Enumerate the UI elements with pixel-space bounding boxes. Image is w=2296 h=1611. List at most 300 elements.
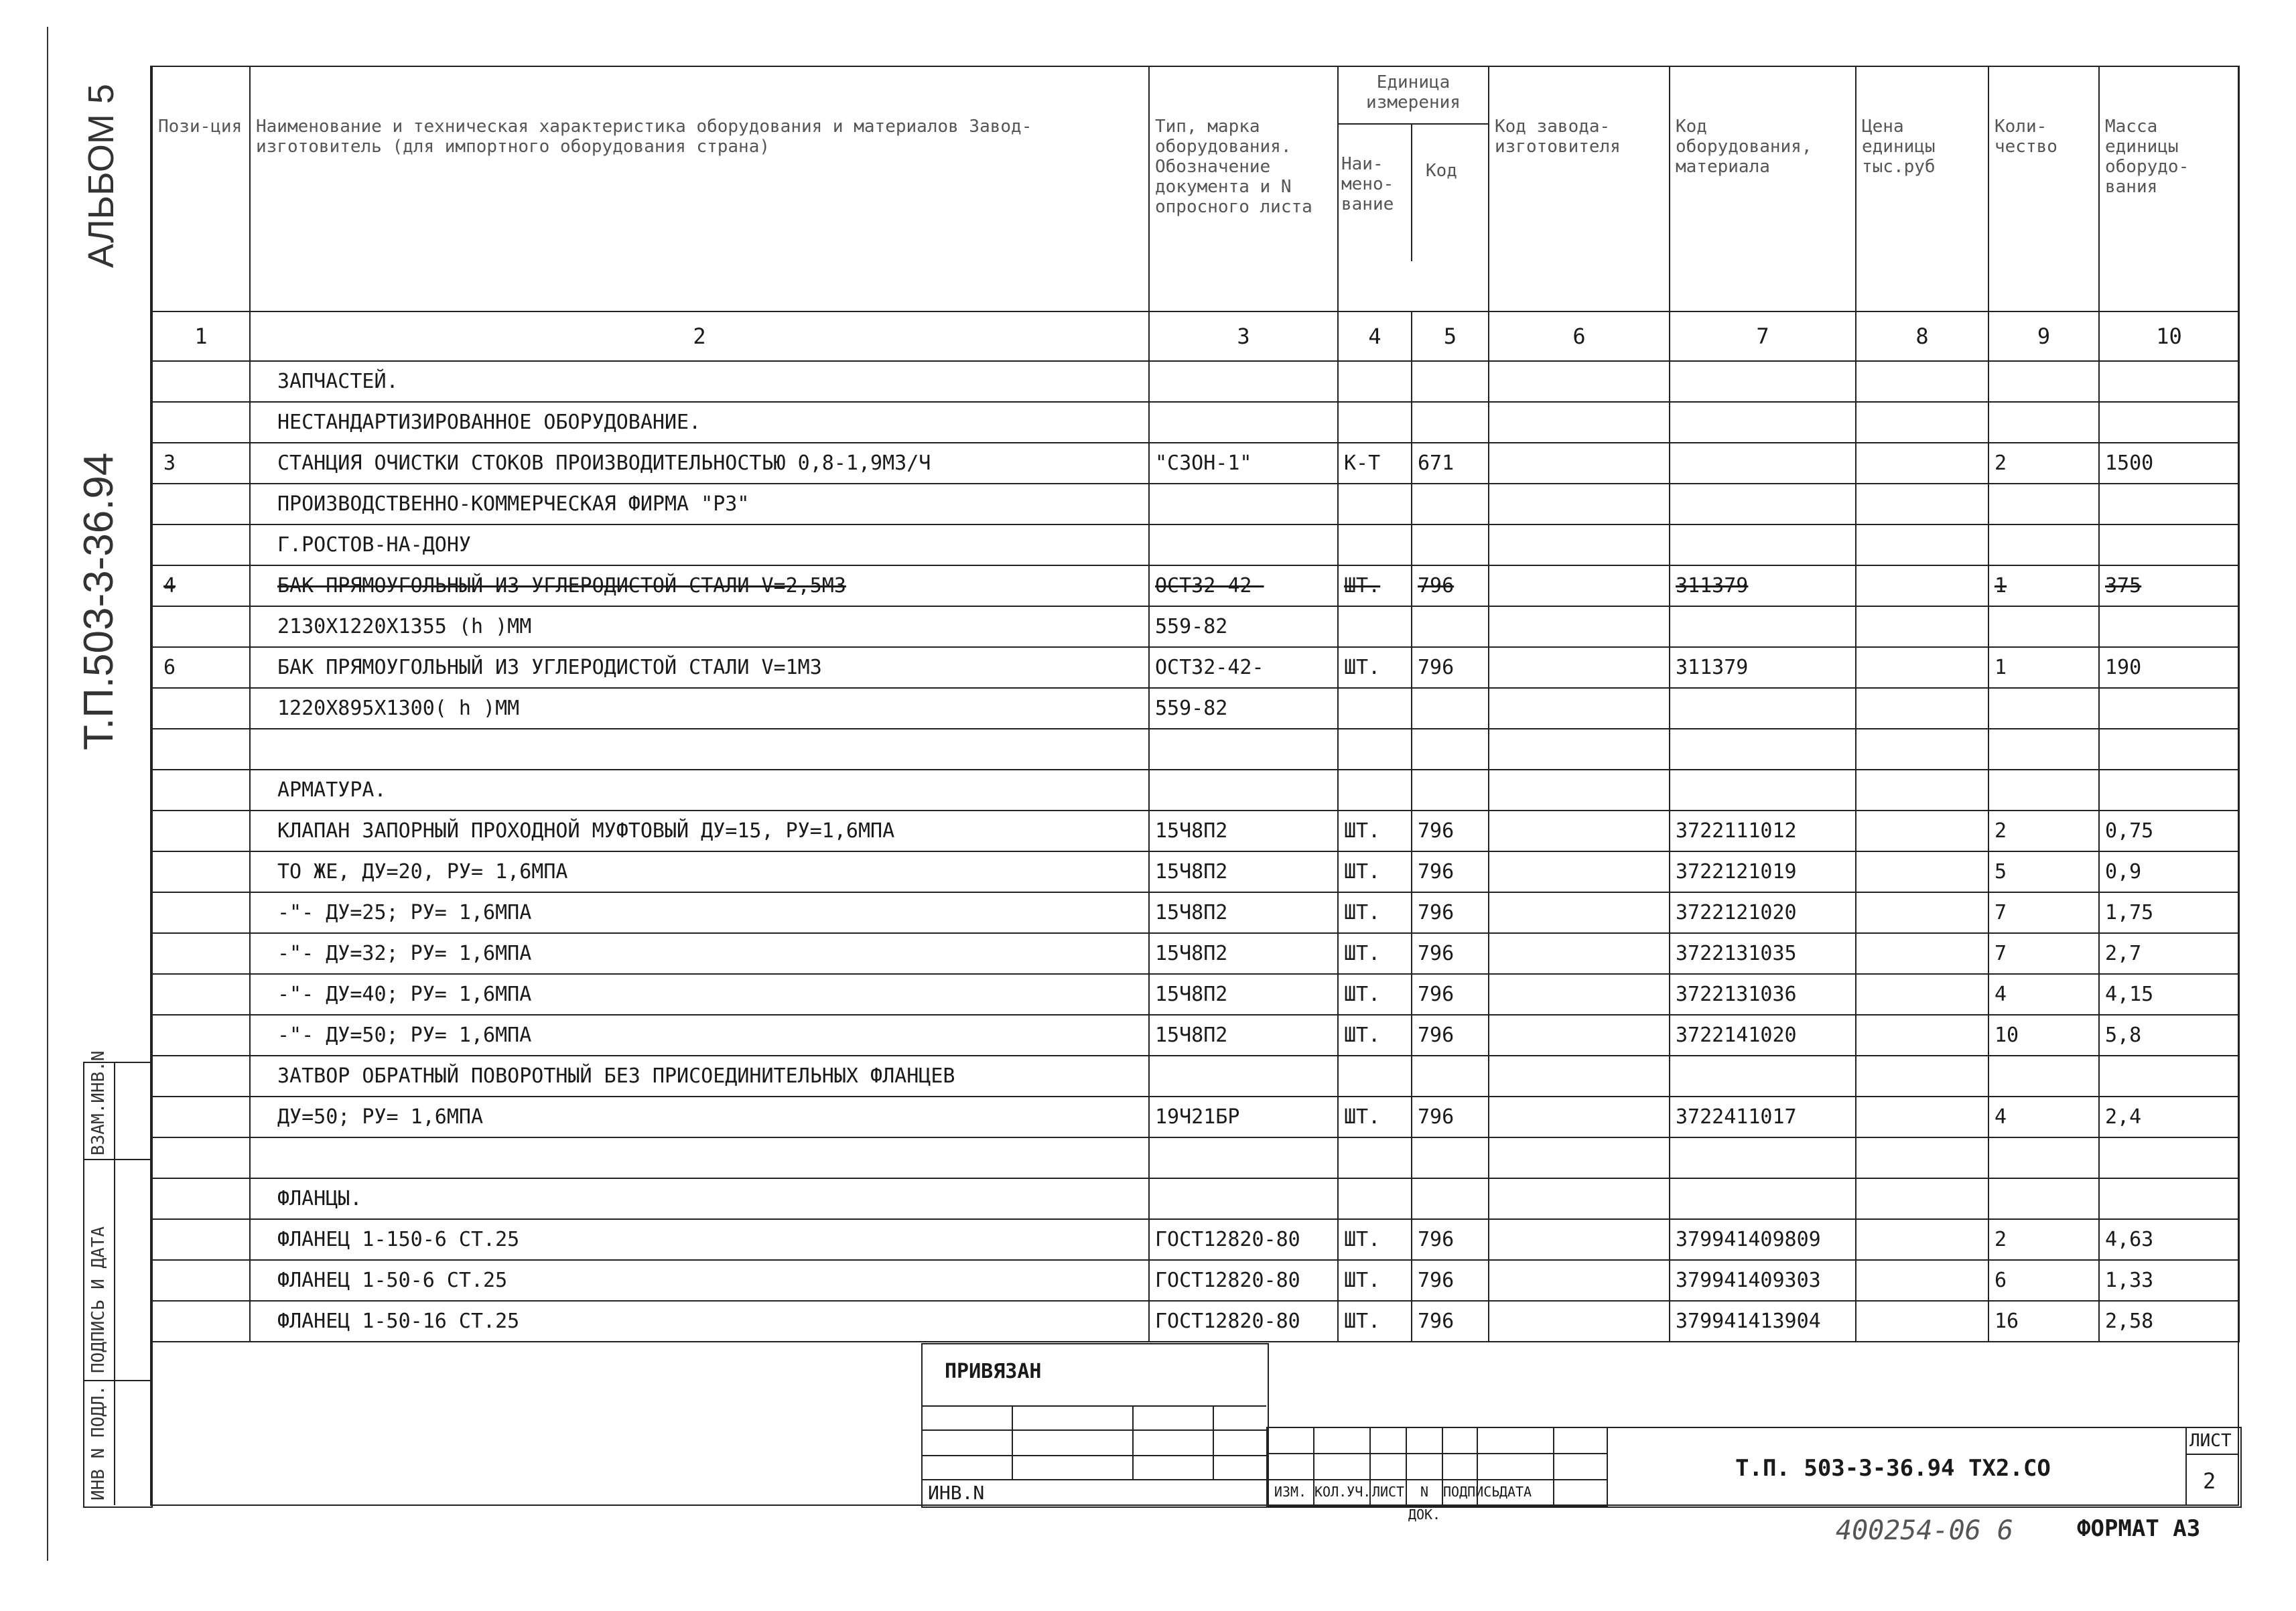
cell-code: [1412, 770, 1489, 811]
cell-mass: 1,75: [2099, 892, 2239, 933]
cell-type: [1149, 770, 1338, 811]
table-row: [152, 1056, 2239, 1097]
revision-cell: [1406, 1453, 1443, 1480]
cell-code: [1412, 1178, 1489, 1219]
cell-mass: [2099, 606, 2239, 647]
cell-unit: ШТ.: [1338, 647, 1412, 688]
revision-label-cell: ПОДПИСЬ: [1442, 1479, 1478, 1507]
cell-qty: 5: [1988, 851, 2099, 892]
cell-code6: [1489, 811, 1670, 851]
cell-unit: К-Т: [1338, 443, 1412, 484]
cell-type: ГОСТ12820-80: [1149, 1260, 1338, 1301]
cell-pos: [152, 729, 250, 770]
cell-code: 796: [1412, 851, 1489, 892]
cell-pos: [152, 1097, 250, 1137]
stamp-label-inv: ИНВ N ПОДЛ.: [88, 1385, 109, 1500]
cell-code7: [1670, 1178, 1856, 1219]
cell-code: [1412, 361, 1489, 402]
cell-code6: [1489, 1056, 1670, 1097]
table-row: [152, 565, 2239, 606]
cell-price: [1856, 606, 1988, 647]
cell-pos: [152, 770, 250, 811]
table-row: [152, 1301, 2239, 1342]
cell-code7: [1670, 443, 1856, 484]
cell-name: ТО ЖЕ, ДУ=20, РУ= 1,6МПА: [250, 851, 1149, 892]
cell-mass: 2,4: [2099, 1097, 2239, 1137]
revision-label-cell: ЛИСТ: [1369, 1479, 1407, 1507]
cell-code: [1412, 524, 1489, 565]
table-row: [152, 606, 2239, 647]
cell-type: 15Ч8П2: [1149, 933, 1338, 974]
cell-code6: [1489, 1260, 1670, 1301]
revision-cell: [1266, 1427, 1314, 1454]
cell-code: [1412, 1056, 1489, 1097]
cell-qty: [1988, 729, 2099, 770]
header-unit-code: Код: [1426, 161, 1457, 181]
cell-mass: 190: [2099, 647, 2239, 688]
cell-code: 796: [1412, 974, 1489, 1015]
table-row: [152, 729, 2239, 770]
header-unit-title: Единица измерения: [1366, 72, 1461, 113]
col-number: 6: [1489, 311, 1670, 361]
cell-mass: 375: [2099, 565, 2239, 606]
cell-pos: [152, 933, 250, 974]
cell-type: 559-82: [1149, 606, 1338, 647]
frame-right: [2238, 66, 2239, 1506]
cell-qty: 4: [1988, 1097, 2099, 1137]
cell-mass: [2099, 484, 2239, 524]
cell-price: [1856, 402, 1988, 443]
left-stamp-col-divider: [114, 1062, 115, 1505]
specification-table: [151, 66, 2240, 1342]
cell-price: [1856, 1178, 1988, 1219]
privyazan-grid-v3: [1213, 1405, 1214, 1479]
cell-unit: ШТ.: [1338, 811, 1412, 851]
cell-code7: [1670, 1056, 1856, 1097]
table-row: [152, 933, 2239, 974]
cell-name: НЕСТАНДАРТИЗИРОВАННОЕ ОБОРУДОВАНИЕ.: [250, 402, 1149, 443]
table-row: [152, 1137, 2239, 1178]
revision-label-cell: N ДОК.: [1406, 1479, 1443, 1507]
cell-pos: [152, 811, 250, 851]
cell-mass: 1500: [2099, 443, 2239, 484]
revision-label-cell: ДАТА: [1477, 1479, 1554, 1507]
col-number: 4: [1338, 311, 1412, 361]
cell-price: [1856, 565, 1988, 606]
header-type: Тип, марка оборудования. Обозначение документа и N опросного листа: [1149, 66, 1338, 311]
header-unit-group: [1338, 66, 1489, 311]
cell-code7: 3722131035: [1670, 933, 1856, 974]
cell-code6: [1489, 892, 1670, 933]
header-price: Цена единицы тыс.руб: [1856, 66, 1988, 311]
cell-mass: [2099, 770, 2239, 811]
cell-pos: [152, 892, 250, 933]
header-unit-divider: [1339, 123, 1488, 125]
cell-code7: 3722111012: [1670, 811, 1856, 851]
cell-qty: [1988, 606, 2099, 647]
frame-left: [150, 66, 151, 1506]
table-row: [152, 688, 2239, 729]
cell-name: 1220Х895Х1300( h )ММ: [250, 688, 1149, 729]
cell-qty: 6: [1988, 1260, 2099, 1301]
cell-unit: ШТ.: [1338, 565, 1412, 606]
cell-code6: [1489, 565, 1670, 606]
cell-qty: [1988, 688, 2099, 729]
cell-unit: ШТ.: [1338, 1301, 1412, 1342]
cell-code: [1412, 606, 1489, 647]
cell-unit: ШТ.: [1338, 1219, 1412, 1260]
sheet-col-divider: [2185, 1427, 2187, 1505]
cell-mass: [2099, 1137, 2239, 1178]
cell-code6: [1489, 361, 1670, 402]
table-row: [152, 851, 2239, 892]
cell-qty: 10: [1988, 1015, 2099, 1056]
table-row: [152, 1219, 2239, 1260]
format-label: ФОРМАТ АЗ: [2077, 1515, 2201, 1542]
cell-code6: [1489, 770, 1670, 811]
cell-pos: [152, 1260, 250, 1301]
cell-qty: 7: [1988, 892, 2099, 933]
cell-name: СТАНЦИЯ ОЧИСТКИ СТОКОВ ПРОИЗВОДИТЕЛЬНОСТЬЮ 0,8-1,9М3/Ч: [250, 443, 1149, 484]
privyazan-label: ПРИВЯЗАН: [945, 1360, 1042, 1383]
cell-price: [1856, 484, 1988, 524]
cell-name: ФЛАНЕЦ 1-50-6 СТ.25: [250, 1260, 1149, 1301]
cell-code6: [1489, 688, 1670, 729]
unit-wrapper: [1339, 67, 1488, 311]
col-number: 3: [1149, 311, 1338, 361]
cell-mass: [2099, 1056, 2239, 1097]
cell-price: [1856, 1219, 1988, 1260]
cell-unit: [1338, 770, 1412, 811]
cell-type: 15Ч8П2: [1149, 974, 1338, 1015]
cell-code: [1412, 402, 1489, 443]
cell-unit: ШТ.: [1338, 974, 1412, 1015]
cell-name: КЛАПАН ЗАПОРНЫЙ ПРОХОДНОЙ МУФТОВЫЙ ДУ=15, РУ=1,6МПА: [250, 811, 1149, 851]
cell-code7: [1670, 402, 1856, 443]
cell-qty: [1988, 1178, 2099, 1219]
cell-type: ОСТ32-42-: [1149, 647, 1338, 688]
cell-type: [1149, 402, 1338, 443]
cell-mass: 5,8: [2099, 1015, 2239, 1056]
cell-code6: [1489, 851, 1670, 892]
cell-type: [1149, 1137, 1338, 1178]
cell-pos: [152, 1178, 250, 1219]
cell-price: [1856, 524, 1988, 565]
doc-code-divider: [1607, 1427, 1608, 1505]
cell-price: [1856, 1056, 1988, 1097]
cell-mass: [2099, 361, 2239, 402]
cell-pos: [152, 688, 250, 729]
cell-mass: [2099, 1178, 2239, 1219]
privyazan-grid-h2: [921, 1429, 1266, 1431]
cell-name: -"- ДУ=32; РУ= 1,6МПА: [250, 933, 1149, 974]
cell-price: [1856, 811, 1988, 851]
cell-price: [1856, 892, 1988, 933]
revision-cell: [1266, 1453, 1314, 1480]
privyazan-grid-v1: [1012, 1405, 1013, 1479]
table-row: [152, 1015, 2239, 1056]
cell-code: 796: [1412, 811, 1489, 851]
cell-code: 796: [1412, 1219, 1489, 1260]
cell-pos: 3: [152, 443, 250, 484]
table-row: [152, 1097, 2239, 1137]
cell-pos: [152, 974, 250, 1015]
cell-pos: [152, 1219, 250, 1260]
col-number: 1: [152, 311, 250, 361]
table-body: [152, 361, 2239, 1342]
cell-unit: [1338, 606, 1412, 647]
left-stamp-divider-1: [83, 1159, 150, 1160]
cell-qty: 7: [1988, 933, 2099, 974]
album-label: АЛЬБОМ 5: [81, 84, 121, 268]
cell-code7: [1670, 524, 1856, 565]
header-position: Пози-ция: [152, 66, 250, 311]
cell-pos: [152, 1056, 250, 1097]
cell-pos: 4: [152, 565, 250, 606]
cell-price: [1856, 1301, 1988, 1342]
table-row: [152, 892, 2239, 933]
cell-type: "СЗОН-1": [1149, 443, 1338, 484]
cell-price: [1856, 1137, 1988, 1178]
cell-code7: [1670, 770, 1856, 811]
table-row: [152, 1178, 2239, 1219]
cell-price: [1856, 729, 1988, 770]
revision-cell: [1313, 1453, 1371, 1480]
cell-unit: [1338, 524, 1412, 565]
revision-cell: [1442, 1453, 1478, 1480]
cell-code: 796: [1412, 892, 1489, 933]
cell-type: ОСТ32-42-: [1149, 565, 1338, 606]
cell-unit: ШТ.: [1338, 851, 1412, 892]
stamp-label-replace: ВЗАМ.ИНВ.N: [88, 1050, 109, 1155]
cell-pos: [152, 1137, 250, 1178]
table-row: [152, 402, 2239, 443]
revision-cell: [1553, 1427, 1608, 1454]
cell-name: [250, 1137, 1149, 1178]
cell-code7: 379941409809: [1670, 1219, 1856, 1260]
cell-code7: 379941409303: [1670, 1260, 1856, 1301]
cell-type: 19Ч21БР: [1149, 1097, 1338, 1137]
cell-unit: [1338, 361, 1412, 402]
revision-cell: [1369, 1427, 1407, 1454]
header-equipment-code: Код оборудования, материала: [1670, 66, 1856, 311]
table-row: [152, 811, 2239, 851]
cell-name: ФЛАНЦЫ.: [250, 1178, 1149, 1219]
cell-code7: 3722121020: [1670, 892, 1856, 933]
col-number: 9: [1988, 311, 2099, 361]
col-number: 5: [1412, 311, 1489, 361]
privyazan-grid-h3: [921, 1455, 1266, 1456]
cell-code: 796: [1412, 933, 1489, 974]
cell-type: 15Ч8П2: [1149, 1015, 1338, 1056]
privyazan-grid-h1: [921, 1405, 1266, 1407]
cell-code: 796: [1412, 1260, 1489, 1301]
cell-code7: 311379: [1670, 647, 1856, 688]
cell-unit: [1338, 1056, 1412, 1097]
cell-code6: [1489, 402, 1670, 443]
cell-qty: 16: [1988, 1301, 2099, 1342]
cell-unit: ШТ.: [1338, 933, 1412, 974]
col-number: 2: [250, 311, 1149, 361]
table-row: [152, 524, 2239, 565]
cell-code6: [1489, 1015, 1670, 1056]
cell-unit: ШТ.: [1338, 1097, 1412, 1137]
cell-code6: [1489, 1219, 1670, 1260]
cell-mass: 0,75: [2099, 811, 2239, 851]
cell-type: ГОСТ12820-80: [1149, 1301, 1338, 1342]
cell-unit: [1338, 402, 1412, 443]
header-factory-code: Код завода-изготовителя: [1489, 66, 1670, 311]
cell-code7: 3722141020: [1670, 1015, 1856, 1056]
col-number: 8: [1856, 311, 1988, 361]
table-row: [152, 484, 2239, 524]
cell-price: [1856, 770, 1988, 811]
revision-cell: [1406, 1427, 1443, 1454]
cell-mass: 1,33: [2099, 1260, 2239, 1301]
left-stamp-divider-2: [83, 1380, 150, 1381]
cell-qty: [1988, 361, 2099, 402]
cell-name: 2130Х1220Х1355 (h )ММ: [250, 606, 1149, 647]
cell-price: [1856, 1097, 1988, 1137]
privyazan-grid-h4: [921, 1479, 1266, 1480]
table-row: [152, 974, 2239, 1015]
revision-cell: [1442, 1427, 1478, 1454]
cell-mass: 4,63: [2099, 1219, 2239, 1260]
cell-code: [1412, 729, 1489, 770]
cell-type: [1149, 361, 1338, 402]
cell-mass: 2,58: [2099, 1301, 2239, 1342]
cell-name: ЗАТВОР ОБРАТНЫЙ ПОВОРОТНЫЙ БЕЗ ПРИСОЕДИНИТЕЛЬНЫХ ФЛАНЦЕВ: [250, 1056, 1149, 1097]
sheet-number: 2: [2203, 1468, 2216, 1494]
table-row: [152, 1260, 2239, 1301]
table-row: [152, 770, 2239, 811]
cell-price: [1856, 688, 1988, 729]
cell-type: [1149, 729, 1338, 770]
revision-cell: [1477, 1453, 1554, 1480]
cell-unit: ШТ.: [1338, 1260, 1412, 1301]
header-name: Наименование и техническая характеристика оборудования и материалов Завод-изготовитель (для импортного оборудования страна): [250, 66, 1149, 311]
cell-name: Г.РОСТОВ-НА-ДОНУ: [250, 524, 1149, 565]
cell-price: [1856, 933, 1988, 974]
cell-code: 671: [1412, 443, 1489, 484]
cell-pos: [152, 851, 250, 892]
cell-code6: [1489, 647, 1670, 688]
cell-name: [250, 729, 1149, 770]
cell-code7: 3722411017: [1670, 1097, 1856, 1137]
cell-price: [1856, 361, 1988, 402]
cell-pos: [152, 524, 250, 565]
cell-name: ПРОИЗВОДСТВЕННО-КОММЕРЧЕСКАЯ ФИРМА "РЗ": [250, 484, 1149, 524]
cell-price: [1856, 1260, 1988, 1301]
cell-price: [1856, 443, 1988, 484]
revision-label-cell: [1553, 1479, 1608, 1507]
cell-qty: [1988, 1056, 2099, 1097]
handwritten-number: 400254-06 6: [1836, 1515, 2013, 1546]
cell-qty: 2: [1988, 811, 2099, 851]
cell-code: 796: [1412, 1097, 1489, 1137]
cell-pos: [152, 1015, 250, 1056]
cell-name: БАК ПРЯМОУГОЛЬНЫЙ ИЗ УГЛЕРОДИСТОЙ СТАЛИ V=2,5М3: [250, 565, 1149, 606]
cell-code6: [1489, 1301, 1670, 1342]
cell-unit: [1338, 1178, 1412, 1219]
revision-cell: [1477, 1427, 1554, 1454]
cell-type: ГОСТ12820-80: [1149, 1219, 1338, 1260]
cell-type: [1149, 1056, 1338, 1097]
cell-name: ДУ=50; РУ= 1,6МПА: [250, 1097, 1149, 1137]
cell-type: [1149, 1178, 1338, 1219]
cell-mass: 0,9: [2099, 851, 2239, 892]
cell-name: -"- ДУ=50; РУ= 1,6МПА: [250, 1015, 1149, 1056]
cell-code7: 379941413904: [1670, 1301, 1856, 1342]
cell-unit: [1338, 1137, 1412, 1178]
cell-code: 796: [1412, 1301, 1489, 1342]
cell-code7: 311379: [1670, 565, 1856, 606]
cell-code7: [1670, 688, 1856, 729]
cell-name: АРМАТУРА.: [250, 770, 1149, 811]
cell-code: 796: [1412, 565, 1489, 606]
cell-qty: 4: [1988, 974, 2099, 1015]
cell-pos: [152, 484, 250, 524]
cell-name: ФЛАНЕЦ 1-50-16 СТ.25: [250, 1301, 1149, 1342]
header-row: [152, 66, 2239, 311]
cell-name: БАК ПРЯМОУГОЛЬНЫЙ ИЗ УГЛЕРОДИСТОЙ СТАЛИ V=1М3: [250, 647, 1149, 688]
cell-qty: [1988, 402, 2099, 443]
col-number: 10: [2099, 311, 2239, 361]
cell-mass: [2099, 524, 2239, 565]
cell-unit: ШТ.: [1338, 1015, 1412, 1056]
cell-type: 559-82: [1149, 688, 1338, 729]
cell-unit: [1338, 729, 1412, 770]
cell-pos: [152, 402, 250, 443]
cell-name: -"- ДУ=25; РУ= 1,6МПА: [250, 892, 1149, 933]
revision-label-cell: КОЛ.УЧ.: [1313, 1479, 1371, 1507]
frame-outer-left: [47, 27, 48, 1561]
header-unit-inner-divider: [1411, 123, 1412, 261]
cell-qty: [1988, 484, 2099, 524]
cell-code6: [1489, 729, 1670, 770]
cell-type: 15Ч8П2: [1149, 811, 1338, 851]
cell-pos: 6: [152, 647, 250, 688]
cell-code: 796: [1412, 1015, 1489, 1056]
col-number: 7: [1670, 311, 1856, 361]
cell-qty: 2: [1988, 1219, 2099, 1260]
cell-type: 15Ч8П2: [1149, 892, 1338, 933]
cell-price: [1856, 647, 1988, 688]
cell-code: [1412, 1137, 1489, 1178]
sheet-row-divider: [2185, 1454, 2239, 1455]
cell-code: 796: [1412, 647, 1489, 688]
cell-mass: [2099, 729, 2239, 770]
cell-pos: [152, 361, 250, 402]
revision-cell: [1369, 1453, 1407, 1480]
cell-mass: [2099, 402, 2239, 443]
table-row: [152, 443, 2239, 484]
cell-type: [1149, 484, 1338, 524]
column-numbers-row: [152, 311, 2239, 361]
cell-type: [1149, 524, 1338, 565]
table-row: [152, 647, 2239, 688]
cell-pos: [152, 606, 250, 647]
cell-code7: [1670, 606, 1856, 647]
cell-name: -"- ДУ=40; РУ= 1,6МПА: [250, 974, 1149, 1015]
cell-qty: 2: [1988, 443, 2099, 484]
cell-code6: [1489, 1178, 1670, 1219]
document-code: Т.П. 503-3-36.94 ТХ2.СО: [1735, 1455, 2051, 1482]
cell-code7: [1670, 361, 1856, 402]
cell-qty: 1: [1988, 565, 2099, 606]
cell-unit: [1338, 688, 1412, 729]
cell-code6: [1489, 1137, 1670, 1178]
